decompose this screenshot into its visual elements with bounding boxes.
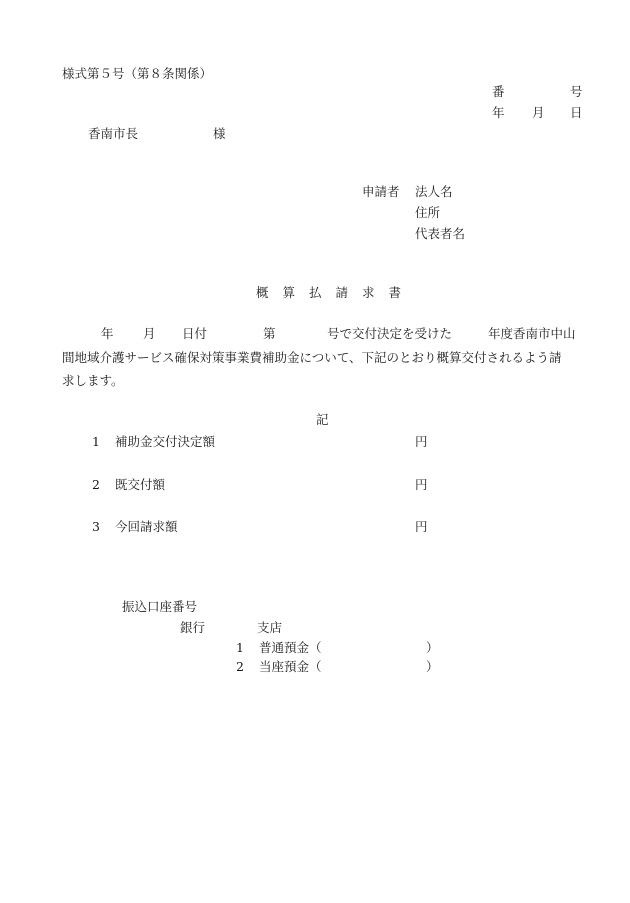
body-line-2: 間地域介護サービス確保対策事業費補助金について、下記のとおり概算交付されるよう請	[62, 350, 562, 365]
applicant-address: 住所	[415, 205, 441, 220]
doc-number-go: 号	[570, 84, 583, 99]
applicant-label: 申請者	[362, 184, 400, 199]
item-1-label: 補助金交付決定額	[115, 434, 216, 449]
account-1-label: 普通預金（	[259, 640, 322, 655]
branch-label: 支店	[257, 620, 283, 635]
date-month: 月	[532, 105, 545, 120]
addressee-honorific: 様	[213, 126, 226, 141]
item-2-label: 既交付額	[115, 477, 166, 492]
ki-heading: 記	[316, 412, 329, 427]
document-title: 概算払請求書	[256, 285, 416, 300]
account-1-number: 1	[236, 640, 244, 655]
body-dai: 第	[263, 326, 276, 341]
addressee-name: 香南市長	[88, 126, 139, 141]
form-number: 様式第５号（第８条関係）	[62, 66, 213, 81]
applicant-representative: 代表者名	[415, 226, 466, 241]
doc-number-ban: 番	[492, 84, 505, 99]
account-2-label: 当座預金（	[259, 659, 322, 674]
body-line-3: 求します。	[62, 373, 124, 388]
item-3-unit: 円	[415, 519, 428, 534]
item-1-number: 1	[92, 434, 100, 449]
body-nendo: 年度香南市中山	[488, 326, 576, 341]
account-2-number: 2	[236, 659, 244, 674]
account-1-close: ）	[426, 640, 439, 655]
item-3-label: 今回請求額	[115, 519, 178, 534]
item-2-unit: 円	[415, 477, 428, 492]
body-month: 月	[143, 326, 156, 341]
bank-heading: 振込口座番号	[122, 599, 198, 614]
item-2-number: 2	[92, 477, 100, 492]
date-year: 年	[492, 105, 505, 120]
body-year: 年	[101, 326, 114, 341]
account-2-close: ）	[426, 659, 439, 674]
date-day: 日	[570, 105, 583, 120]
item-3-number: 3	[92, 519, 100, 534]
item-1-unit: 円	[415, 434, 428, 449]
applicant-corp-name: 法人名	[415, 184, 453, 199]
bank-label: 銀行	[180, 620, 206, 635]
body-date-suffix: 日付	[182, 326, 208, 341]
body-go-kettei: 号で交付決定を受けた	[327, 326, 453, 341]
